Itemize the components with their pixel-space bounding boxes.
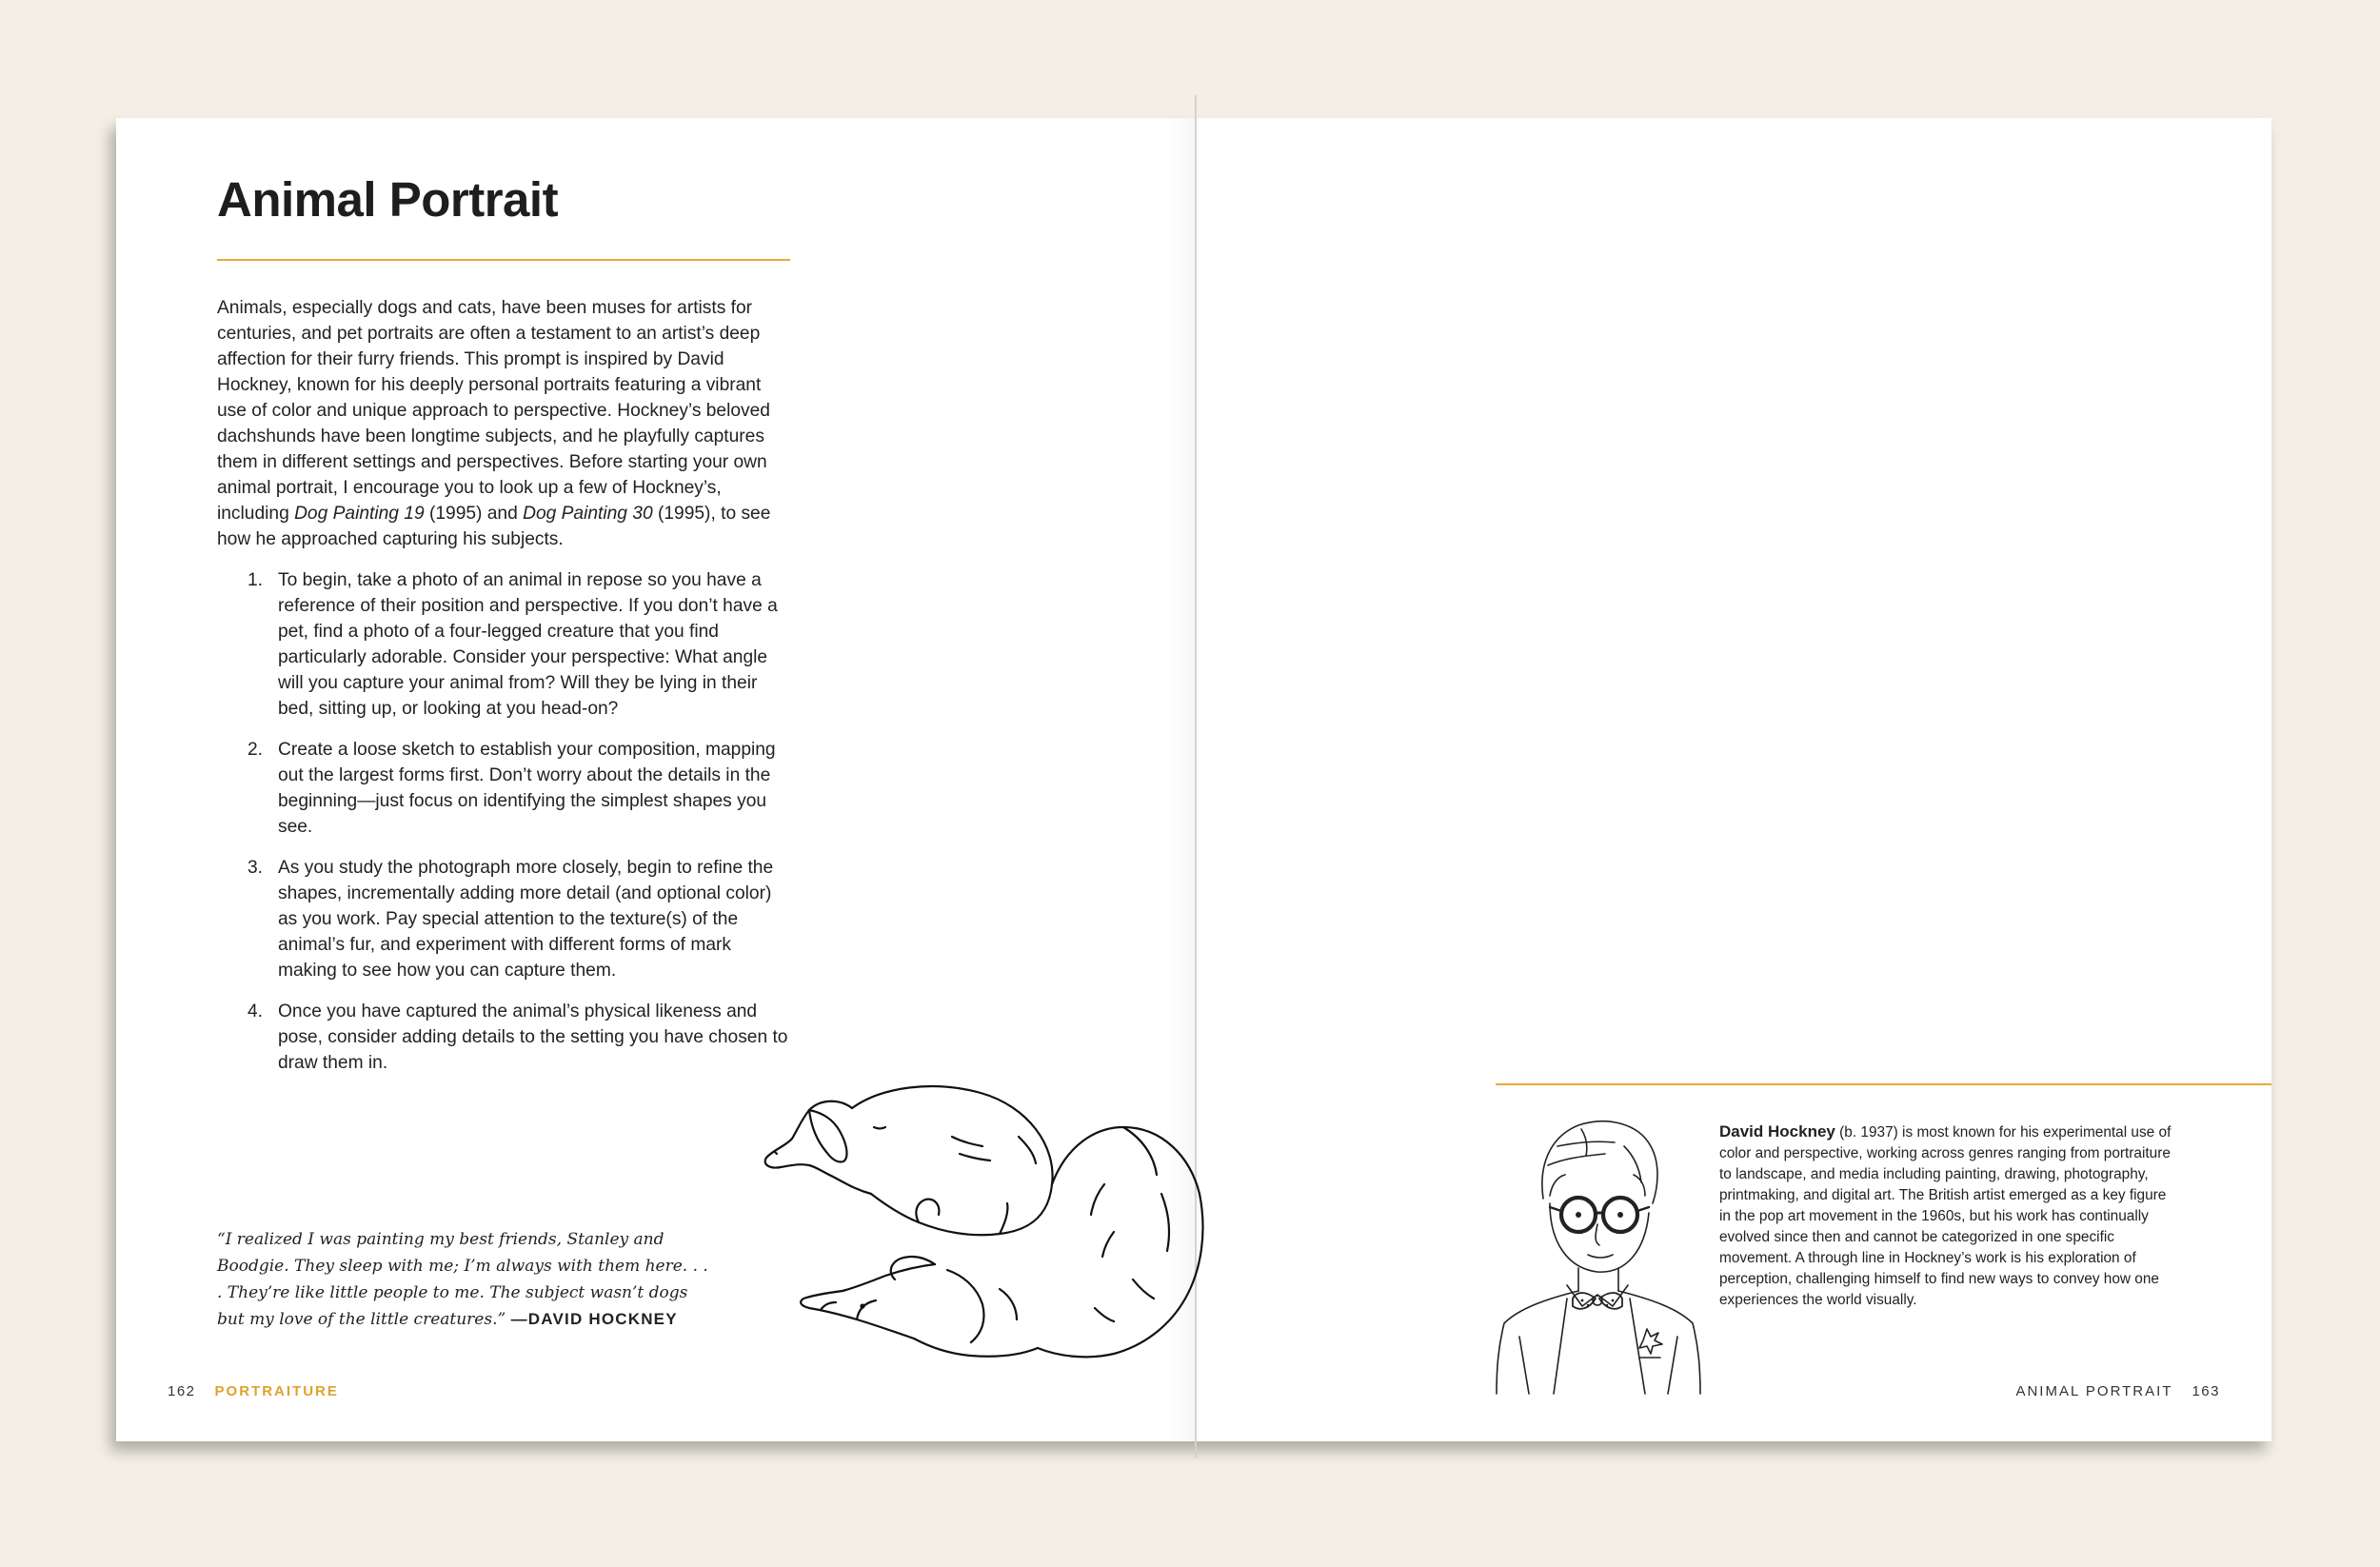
step-item (248, 999, 794, 1076)
quote-text: “I realized I was painting my best friends, Stanley and Boodgie. They sleep with me; I’m always with them here. . . . They’re like little people to me. The subject wasn’t dogs but my love of the little creatures.” (217, 1230, 708, 1329)
step-text: Once you have captured the animal’s physical likeness and pose, consider adding details to the setting you have chosen to draw them in. (278, 1002, 788, 1073)
intro-paragraph (217, 295, 790, 552)
step-text: As you study the photograph more closely, begin to refine the shapes, incrementally adding more detail (and optional color) as you work. Pay special attention to the texture(s) of the animal’s fur, and experiment with different forms of mark making to see how you can capture them. (278, 858, 774, 981)
quote-attribution: —DAVID HOCKNEY (510, 1310, 678, 1328)
sleeping-dogs-illustration (714, 1070, 1276, 1384)
page-number-left: 162 (168, 1383, 196, 1399)
bio-dates: (b. 1937) (1835, 1124, 1898, 1141)
book-spread (116, 118, 2271, 1441)
step-item (248, 567, 794, 722)
step-text: Create a loose sketch to establish your composition, mapping out the largest forms first. Don’t worry about the details in the beginning—just focus on identifying the simplest shapes you see. (278, 740, 776, 837)
hockney-bio (1719, 1121, 2176, 1311)
work-title-2: Dog Painting 30 (523, 504, 653, 524)
page-number-right: 163 (2192, 1383, 2220, 1399)
step-number: 1. (248, 570, 264, 590)
step-number: 3. (248, 858, 264, 878)
folio-left (168, 1383, 339, 1399)
bio-name: David Hockney (1719, 1122, 1835, 1141)
hockney-quote (217, 1226, 712, 1333)
page-title: Animal Portrait (217, 172, 559, 227)
steps-list (248, 567, 794, 1091)
folio-right (2015, 1383, 2220, 1399)
intro-text-3: (1995), to see how he approached capturing his subjects. (217, 504, 771, 549)
step-number: 2. (248, 740, 264, 760)
intro-text-2: (1995) and (424, 504, 524, 524)
section-name-right: ANIMAL PORTRAIT (2015, 1383, 2173, 1399)
step-item (248, 737, 794, 840)
intro-text-1: Animals, especially dogs and cats, have been muses for artists for centuries, and pet portraits are often a testament to an artist’s deep affection for their furry friends. This prompt is inspired by David Hockney, known for his deeply personal portraits featuring a vibrant use of color and unique approach to perspective. Hockney’s beloved dachshunds have been longtime subjects, and he playfully captures them in different settings and perspectives. Before starting your own animal portrait, I encourage you to look up a few of Hockney’s, including (217, 298, 770, 524)
section-name-left: PORTRAITURE (214, 1383, 339, 1399)
bio-divider (1496, 1083, 2271, 1085)
hockney-portrait-illustration (1491, 1108, 1710, 1451)
title-underline (217, 259, 790, 261)
step-number: 4. (248, 1002, 264, 1022)
bio-text: is most known for his experimental use of color and perspective, working across genres ranging from portraiture to landscape, and media including painting, drawing, photography, printmaking, and digital art. The British artist emerged as a key figure in the pop art movement in the 1960s, but his work has continually evolved since then and cannot be categorized in one specific movement. A through line in Hockney’s work is his exploration of perception, challenging himself to find new ways to convey how one experiences the world visually. (1719, 1124, 2172, 1308)
step-item (248, 855, 794, 983)
work-title-1: Dog Painting 19 (294, 504, 425, 524)
step-text: To begin, take a photo of an animal in repose so you have a reference of their position and perspective. If you don’t have a pet, find a photo of a four-legged creature that you find particularly adorable. Consider your perspective: What angle will you capture your animal from? Will they be lying in their bed, sitting up, or looking at you head-on? (278, 570, 778, 719)
